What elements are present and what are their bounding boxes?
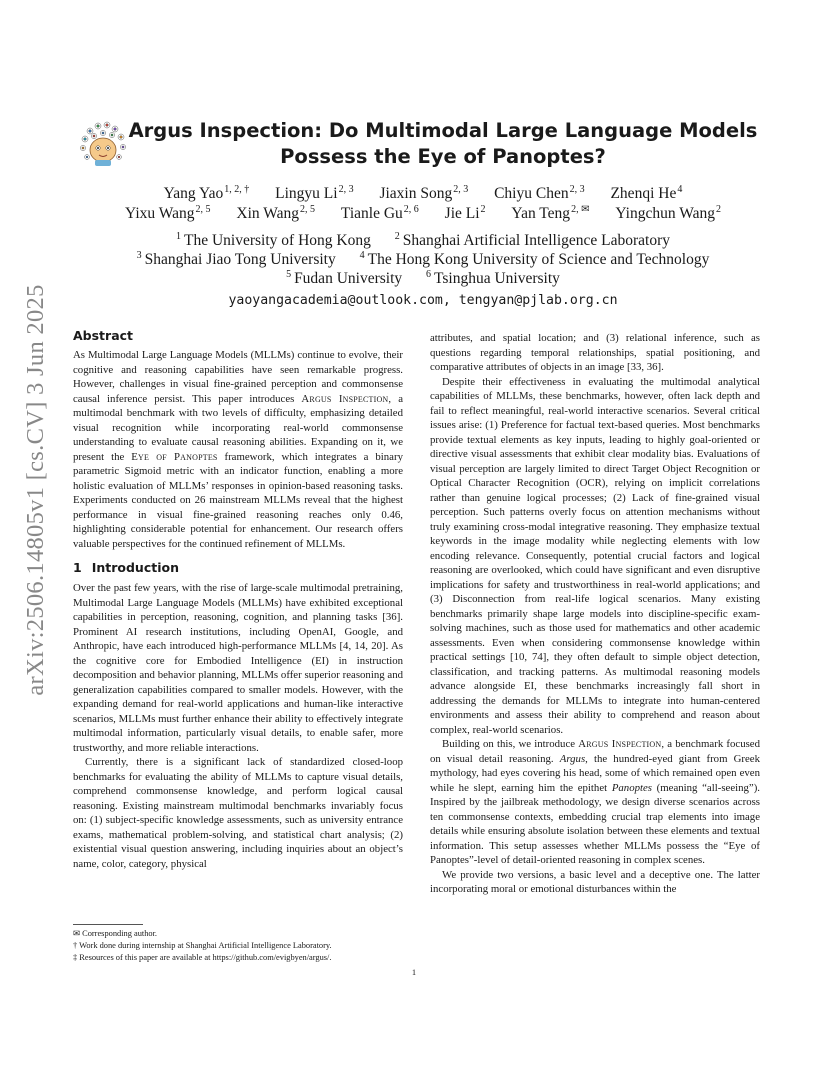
- affiliation-number: 4: [359, 250, 365, 261]
- benchmark-name: Argus Inspection: [578, 738, 662, 750]
- author-name: Chiyu Chen: [494, 185, 569, 202]
- author-affiliation-marks: 1, 2, †: [224, 184, 250, 195]
- body-text: (meaning “all-seeing”). Inspired by the jailbreak methodology, we design diverse scenarios across ten commonsense contexts, embedding crucial trap elements into image details while ensuring absolute isolation between these elements and textual information. This setup assesses whether MLLMs possess the “Eye of Panoptes”-level of detail-oriented reasoning in complex scenes.: [430, 781, 760, 866]
- author: [125, 204, 211, 223]
- author: [494, 184, 585, 203]
- author-affiliation-marks: 2, 3: [338, 184, 354, 195]
- section-title: Introduction: [91, 560, 179, 575]
- title-line-1: Argus Inspection: Do Multimodal Large Language Models: [128, 119, 758, 142]
- author-affiliation-marks: 2, ✉: [571, 204, 590, 215]
- intro-paragraph: attributes, and spatial location; and (3) relational inference, such as questions regarding temporal relationships, spatial positioning, and comparative attributes of objects in an image [33, 36].: [430, 332, 760, 373]
- intro-paragraph: Despite their effectiveness in evaluating the multimodal analytical capabilities of MLLMs, these benchmarks, however, often lack depth and fail to reflect meaningful, real-world interactive scenarios. Several critical issues arise: (1) Preference for factual text-based queries. Most benchmarks provide textual elements as key inputs, leading to highly goal-oriented or directive visual assessments that exhibit clear modality bias. Evaluations of visual perception are largely limited to direct Target Object Recognition or Optical Character Recognition (OCR), relying on implicit correlations rather than genuine logical processes; (2) Lack of fine-grained visual perception. Such patterns overly focus on attention mechanisms without truly examining cross-modal integrative reasoning. They emphasize textual keywords in the image modality while neglecting elements with low encoding relevance. Consequently, potential crucial factors and logical reasoning are overlooked, which could have significant and even disruptive implications for safety and trustworthiness in real-world applications; and (3) Disconnection from real-life logical scenarios. Many existing benchmarks primarily shape large models into discipline-specific exam-solving machines, such as those used for mathematics and other academic assessments. Even when considering commonsense knowledge within practical settings [10, 74], they often default to simple object detection, classification, and tracking patterns. As multimodal reasoning models advance alongside EI, these benchmarks increasingly fall short in addressing the demands for MLLMs to integrate into human-centered environments and assess their ability to comprehend and reason about complex, real-world scenarios.: [430, 375, 760, 736]
- affiliation: [360, 250, 710, 269]
- affiliation-name: Shanghai Jiao Tong University: [144, 251, 336, 268]
- author-name: Yang Yao: [163, 185, 224, 202]
- affiliations-row-1: [70, 231, 776, 250]
- author-name: Yan Teng: [511, 205, 571, 222]
- emphasis-argus: Argus: [559, 752, 586, 765]
- author-affiliation-marks: 2, 3: [569, 184, 585, 195]
- affiliation-name: The University of Hong Kong: [184, 232, 371, 249]
- title-line-2: Possess the Eye of Panoptes?: [280, 145, 606, 168]
- author-affiliation-marks: 2, 6: [403, 204, 419, 215]
- affiliation-number: 3: [136, 250, 142, 261]
- author-list-row-1: [70, 184, 776, 203]
- intro-paragraph: Currently, there is a significant lack of standardized closed-loop benchmarks for evaluating the ability of MLLMs to capture visual details, comprehend commonsense knowledge, and perform logical causal reasoning. Existing mainstream multimodal benchmarks invariably focus on: (1) subject-specific knowledge assessments, such as university entrance exams, mathematical problem-solving, and statistical chart analysis; (2) existential visual question answering, including inquiries about an object’s name, color, category, physical: [73, 756, 403, 870]
- abstract-text: As Multimodal Large Language Models (MLLMs) continue to evolve, their cognitive and reasoning capabilities have seen remarkable progress. However, challenges in visual fine-grained perception and commonsense causal inference persist. This paper introduces: [73, 349, 403, 405]
- author: [610, 184, 682, 203]
- arxiv-stamp-text: arXiv:2506.14805v1 [cs.CV] 3 Jun 2025: [22, 284, 49, 696]
- intro-paragraph: [430, 737, 760, 868]
- page-number: 1: [411, 967, 417, 977]
- author-name: Xin Wang: [236, 205, 300, 222]
- author-affiliation-marks: 2, 5: [195, 204, 211, 215]
- affiliation-number: 1: [176, 231, 181, 242]
- affiliations-row-2: [70, 250, 776, 269]
- intro-paragraph: Over the past few years, with the rise of large-scale multimodal pretraining, Multimodal Large Language Models (MLLMs) have exhibited exceptional capabilities in perception, reasoning, cognition, and planning tasks [36]. Prominent AI research institutions, including OpenAI, Google, and Anthropic, have each introduced high-performance MLLMs [4, 14, 20]. As the cognitive core for Embodied Intelligence (EI) in instruction decomposition and behavior planning, MLLMs offer superior reasoning and generalization capabilities compared to smaller models. However, with the expanding demand for real-world applications and human-like interactive scenarios, MLLMs must further enhance their ability to effectively integrate multimodal information, particularly visual details, to enable safer, more trustworthy, and more reliable interactions.: [73, 582, 403, 754]
- author-affiliation-marks: 2, 5: [300, 204, 316, 215]
- affiliation-name: The Hong Kong University of Science and Technology: [367, 251, 710, 268]
- author: [341, 204, 419, 223]
- intro-paragraph: We provide two versions, a basic level and a deceptive one. The latter incorporating moral or emotional disturbances within the: [430, 868, 760, 895]
- contact-emails[interactable]: yaoyangacademia@outlook.com, tengyan@pjlab.org.cn: [228, 293, 618, 308]
- benchmark-name: Argus Inspection: [301, 392, 389, 405]
- footnote-internship: † Work done during internship at Shanghai Artificial Intelligence Laboratory.: [73, 941, 332, 950]
- author-name: Jie Li: [444, 205, 480, 222]
- abstract-paragraph: [73, 348, 403, 551]
- abstract-text: framework, which integrates a binary parametric Sigmoid metric with an indicator function, enabling a more holistic evaluation of MLLMs’ responses in opinion-based reasoning tasks. Experiments conducted on 26 mainstream MLLMs reveal that the highest performance in visual fine-grained reasoning reaches only 0.46, highlighting considerable potential for enhancement. Our research offers valuable perspectives for the continued refinement of MLLMs.: [73, 450, 403, 550]
- author-name: Zhenqi He: [610, 185, 677, 202]
- author-affiliation-marks: 4: [677, 184, 683, 195]
- affiliation-number: 6: [426, 269, 431, 280]
- author-affiliation-marks: 2: [715, 204, 721, 215]
- abstract-text: , a multimodal benchmark with two levels of difficulty, emphasizing detailed visual recognition while incorporating real-world commonsense understanding to evaluate causal reasoning abilities. Expanding on it, we present the: [73, 392, 403, 463]
- footnote-resources[interactable]: ‡ Resources of this paper are available at https://github.com/evigbyen/argus/.: [73, 953, 332, 962]
- author: [615, 204, 721, 223]
- author: [511, 204, 589, 223]
- section-heading-introduction: [73, 560, 403, 576]
- abstract-heading: Abstract: [73, 328, 134, 343]
- author-list-row-2: [70, 204, 776, 223]
- affiliation: [137, 250, 336, 269]
- affiliations-row-3: [70, 269, 776, 288]
- affiliation-name: Tsinghua University: [434, 270, 560, 287]
- affiliation-name: Fudan University: [294, 270, 403, 287]
- author-affiliation-marks: 2, 3: [453, 184, 469, 195]
- author-name: Jiaxin Song: [379, 185, 453, 202]
- author: [236, 204, 315, 223]
- affiliation-number: 5: [286, 269, 292, 280]
- emphasis-panoptes: Panoptes: [611, 781, 652, 794]
- argus-many-eyes-icon: [78, 117, 128, 167]
- affiliation-name: Shanghai Artificial Intelligence Laboratory: [402, 232, 670, 249]
- author-affiliation-marks: 2: [480, 204, 486, 215]
- footnote-divider: [73, 924, 143, 925]
- arxiv-stamp: [14, 284, 58, 696]
- author: [379, 184, 468, 203]
- framework-name: Eye of Panoptes: [131, 450, 218, 463]
- author-name: Yixu Wang: [125, 205, 195, 222]
- left-column: [73, 328, 403, 871]
- author-name: Lingyu Li: [275, 185, 338, 202]
- body-text: Building on this, we introduce: [442, 738, 579, 750]
- affiliation-number: 2: [394, 231, 400, 242]
- section-number: 1: [73, 560, 82, 575]
- affiliation: [286, 269, 402, 288]
- author: [445, 204, 486, 223]
- affiliation: [395, 231, 670, 250]
- author: [275, 184, 353, 203]
- footnote-corresponding: ✉ Corresponding author.: [73, 929, 158, 938]
- author-name: Yingchun Wang: [615, 205, 715, 222]
- body-text: , a benchmark focused on visual detail reasoning.: [430, 738, 760, 765]
- footnotes: [73, 928, 413, 964]
- affiliation: [426, 269, 560, 288]
- affiliation: [176, 231, 371, 250]
- paper-title: [128, 118, 758, 170]
- author: [164, 184, 250, 203]
- body-text: , the hundred-eyed giant from Greek mythology, had eyes covering his head, some of which remained open even while he slept, earning him the epithet: [430, 752, 760, 794]
- author-name: Tianle Gu: [340, 205, 403, 222]
- right-column: [430, 331, 760, 897]
